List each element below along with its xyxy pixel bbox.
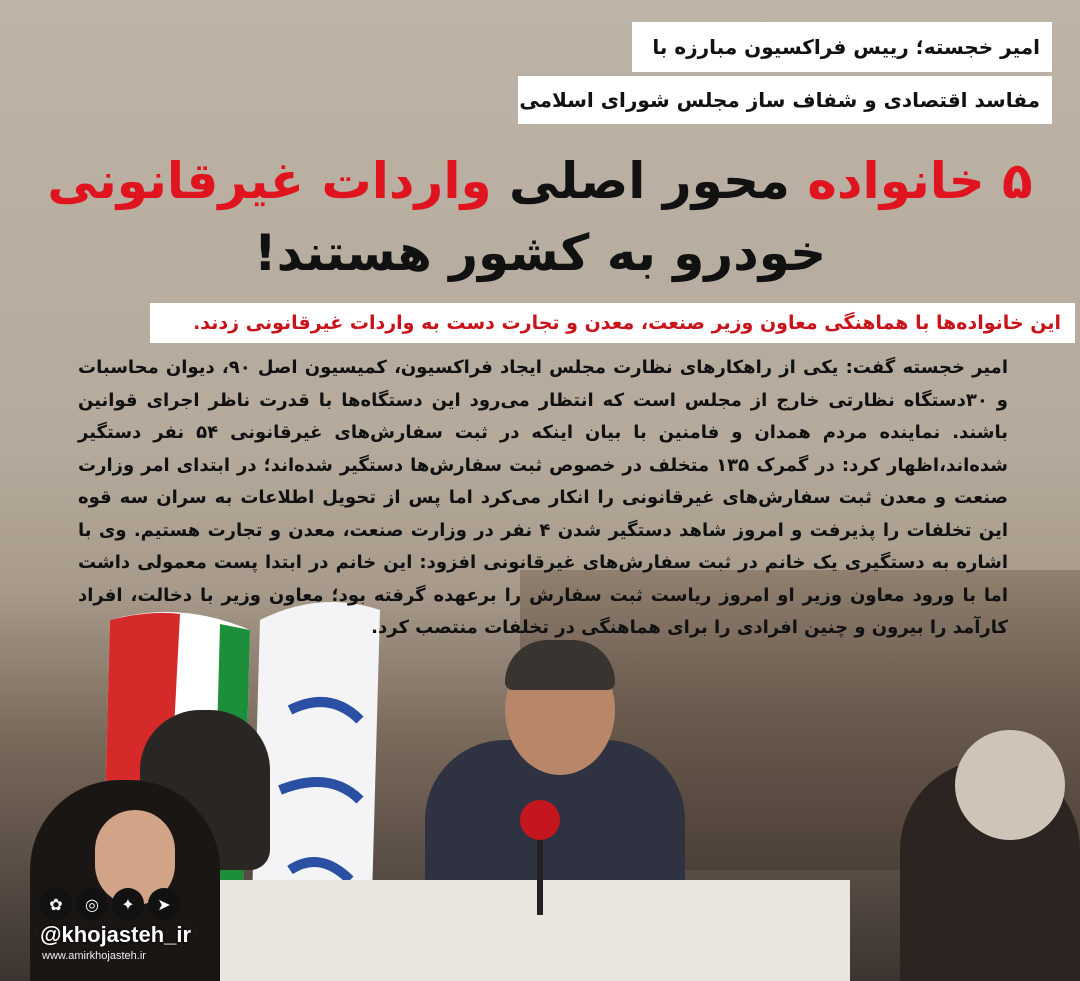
headline-black: محور اصلی <box>508 152 790 210</box>
social-handle[interactable]: @khojasteh_ir <box>40 922 192 947</box>
aparat-icon[interactable]: ✿ <box>40 888 72 920</box>
microphone-stand <box>537 835 543 915</box>
headline-red-2: واردات غیرقانونی <box>47 152 492 210</box>
telegram-icon[interactable]: ➤ <box>148 888 180 920</box>
headline-line-1 <box>20 146 1060 216</box>
website-url[interactable]: www.amirkhojasteh.ir <box>42 950 146 962</box>
microphone <box>520 800 560 840</box>
header-line-1: امیر خجسته؛ رییس فراکسیون مبارزه با <box>632 22 1052 72</box>
headline-red-1: ۵ خانواده <box>807 152 1033 210</box>
reporter-right-head <box>955 730 1065 840</box>
subtitle: این خانواده‌ها با هماهنگی معاون وزیر صنعت، معدن و تجارت دست به واردات غیرقانونی زدند. <box>150 303 1075 343</box>
desk <box>150 880 850 981</box>
header-line-2: مفاسد اقتصادی و شفاف ساز مجلس شورای اسلامی <box>518 76 1052 124</box>
social-icons <box>40 888 180 924</box>
twitter-icon[interactable]: ✦ <box>112 888 144 920</box>
article-body: امیر خجسته گفت: یکی از راهکارهای نظارت مجلس ایجاد فراکسیون، کمیسیون اصل ۹۰، دیوان محاسبات و ۳۰دستگاه نظارتی خارج از مجلس است که انتظار می‌رود این دستگاه‌ها با قدرت ناظر اجرای قوانین باشند. نماینده مردم همدان و فامنین با بیان اینکه در ثبت سفارش‌های غیرقانونی ۵۴ نفر دستگیر شده‌اند،اظهار کرد: در گمرک ۱۳۵ متخلف در خصوص ثبت سفارش‌ها دستگیر شده‌اند؛ در ابتدای امر وزارت صنعت و معدن ثبت سفارش‌های غیرقانونی را انکار می‌کرد اما پس از تحویل اطلاعات به سران سه قوه این تخلفات را پذیرفت و امروز شاهد دستگیر شدن ۴ نفر در وزارت صنعت، معدن و تجارت هستیم. وی با اشاره به دستگیری یک خانم در ثبت سفارش‌های غیرقانونی افزود: این خانم در ابتدا پست معمولی داشت اما با ورود معاون وزیر او امروز ریاست ثبت سفارش را برعهده گرفته بود؛ معاون وزیر با دخالت، افراد کارآمد را بیرون و چنین افرادی را برای هماهنگی در تخلفات منتصب کرد. <box>78 357 1008 638</box>
instagram-icon[interactable]: ◎ <box>76 888 108 920</box>
headline-line-2: خودرو به کشور هستند! <box>253 224 827 282</box>
